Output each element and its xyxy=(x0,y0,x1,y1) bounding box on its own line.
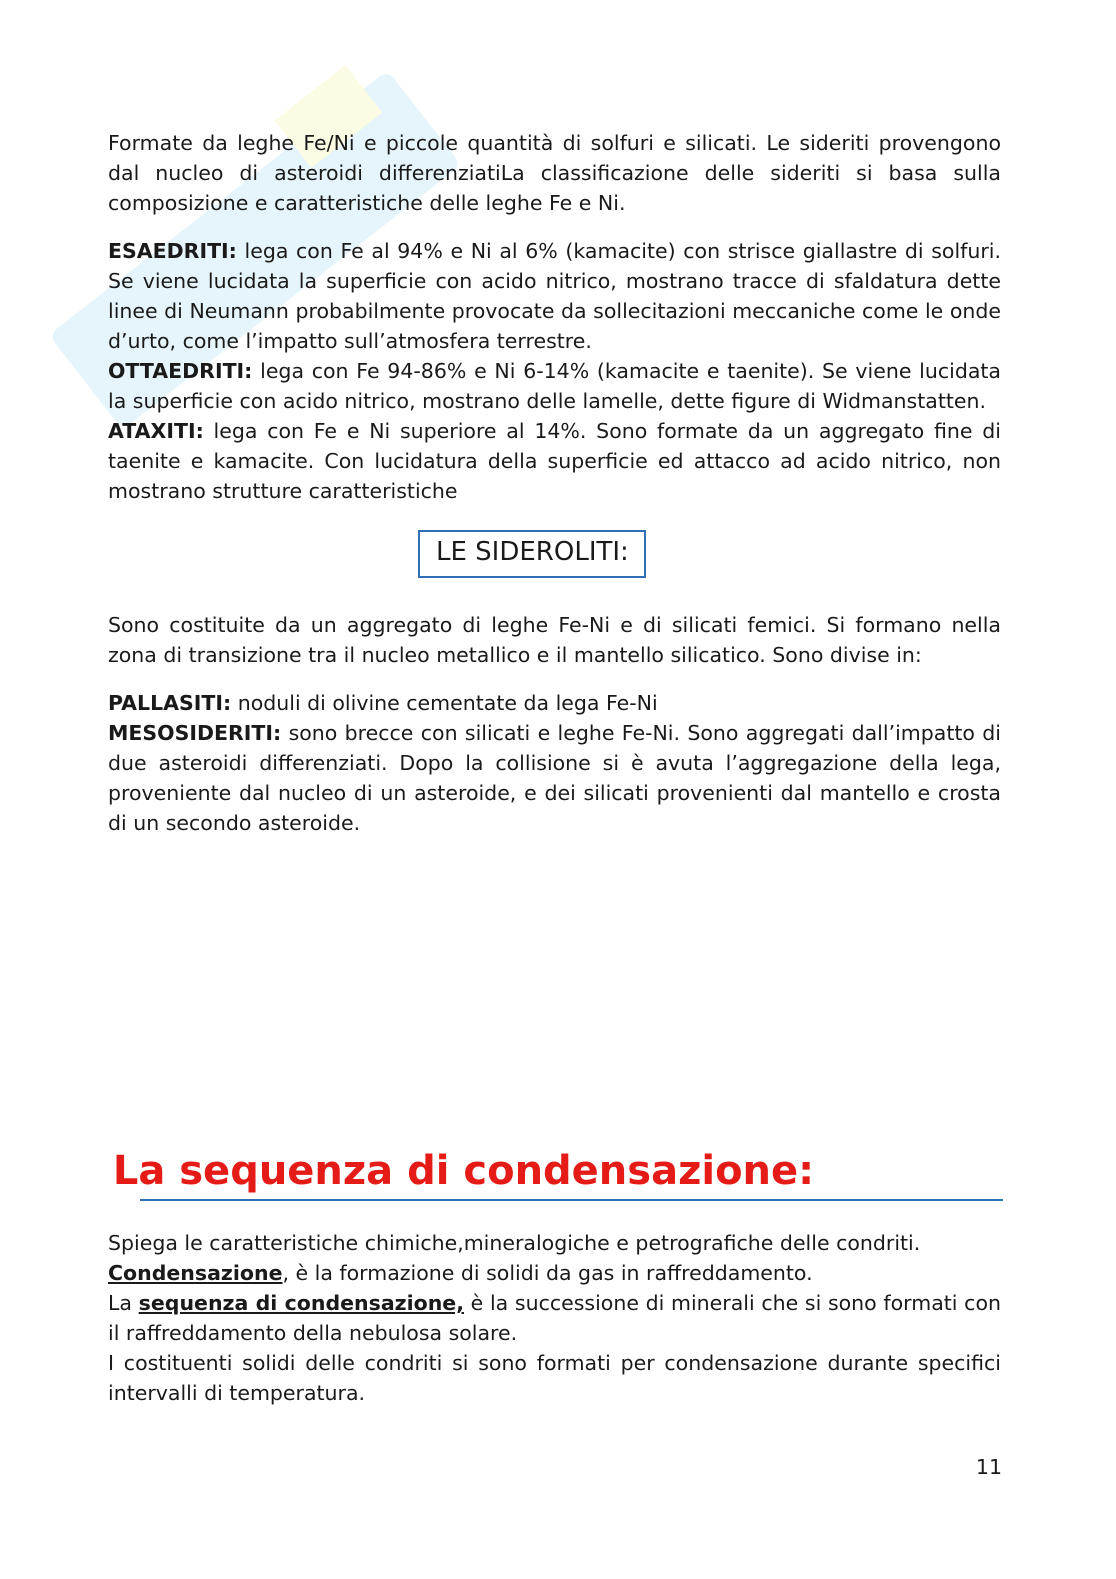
sequenza-prefix: La xyxy=(108,1291,139,1315)
esaedriti-text: lega con Fe al 94% e Ni al 6% (kamacite) con strisce giallastre di solfuri. Se viene lucidata la superficie con acido nitrico, mostrano tracce di sfaldatura dette linee di Neumann probabilmente provocate da sollecitazioni meccaniche come le onde d’urto, come l’impatto sull’atmosfera terrestre. xyxy=(108,239,1001,353)
esaedriti-paragraph xyxy=(108,236,1001,356)
pallasiti-term: PALLASITI: xyxy=(108,691,232,715)
sequenza-definition-text: è la successione di minerali che si sono formati con il raffreddamento della nebulosa solare. xyxy=(108,1291,1001,1345)
condensazione-definition-text: , è la formazione di solidi da gas in raffreddamento. xyxy=(282,1261,813,1285)
esaedriti-term: ESAEDRITI: xyxy=(108,239,237,263)
condensazione-definition xyxy=(108,1258,1001,1288)
condensazione-content xyxy=(108,1228,1001,1408)
sideriti-intro: Formate da leghe Fe/Ni e piccole quantità di solfuri e silicati. Le sideriti provengono dal nucleo di asteroidi differenziatiLa classificazione delle sideriti si basa sulla composizione e caratteristiche delle leghe Fe e Ni. xyxy=(108,131,1001,215)
ataxiti-term: ATAXITI: xyxy=(108,419,204,443)
mesosideriti-paragraph xyxy=(108,718,1001,838)
page-number: 11 xyxy=(975,1455,1002,1479)
sideroliti-heading xyxy=(108,520,1001,610)
condensazione-title-rule xyxy=(140,1199,1003,1201)
condensazione-line-1: Spiega le caratteristiche chimiche,mineralogiche e petrografiche delle condriti. xyxy=(108,1231,921,1255)
ataxiti-paragraph xyxy=(108,416,1001,506)
sideroliti-title: LE SIDEROLITI: xyxy=(436,537,629,567)
ottaedriti-term: OTTAEDRITI: xyxy=(108,359,253,383)
ottaedriti-text: lega con Fe 94-86% e Ni 6-14% (kamacite e taenite). Se viene lucidata la superficie con acido nitrico, mostrano delle lamelle, dette figure di Widmanstatten. xyxy=(108,359,1001,413)
condensazione-title: La sequenza di condensazione: xyxy=(112,1148,815,1194)
sideroliti-intro: Sono costituite da un aggregato di leghe Fe-Ni e di silicati femici. Si formano nella zona di transizione tra il nucleo metallico e il mantello silicatico. Sono divise in: xyxy=(108,613,1001,667)
pallasiti-text: noduli di olivine cementate da lega Fe-Ni xyxy=(231,691,658,715)
page-content xyxy=(108,128,1001,838)
ataxiti-text: lega con Fe e Ni superiore al 14%. Sono formate da un aggregato fine di taenite e kamacite. Con lucidatura della superficie ed attacco ad acido nitrico, non mostrano strutture caratteristiche xyxy=(108,419,1001,503)
condensazione-line-4: I costituenti solidi delle condriti si sono formati per condensazione durante specifici intervalli di temperatura. xyxy=(108,1351,1001,1405)
sequenza-term: sequenza di condensazione, xyxy=(138,1291,464,1315)
pallasiti-paragraph xyxy=(108,688,1001,718)
mesosideriti-text: sono brecce con silicati e leghe Fe-Ni. Sono aggregati dall’impatto di due asteroidi differenziati. Dopo la collisione si è avuta l’aggregazione della lega, proveniente dal nucleo di un asteroide, e dei silicati provenienti dal mantello e crosta di un secondo asteroide. xyxy=(108,721,1001,835)
ottaedriti-paragraph xyxy=(108,356,1001,416)
condensazione-term: Condensazione xyxy=(108,1261,283,1285)
mesosideriti-term: MESOSIDERITI: xyxy=(108,721,282,745)
sequenza-definition xyxy=(108,1288,1001,1348)
